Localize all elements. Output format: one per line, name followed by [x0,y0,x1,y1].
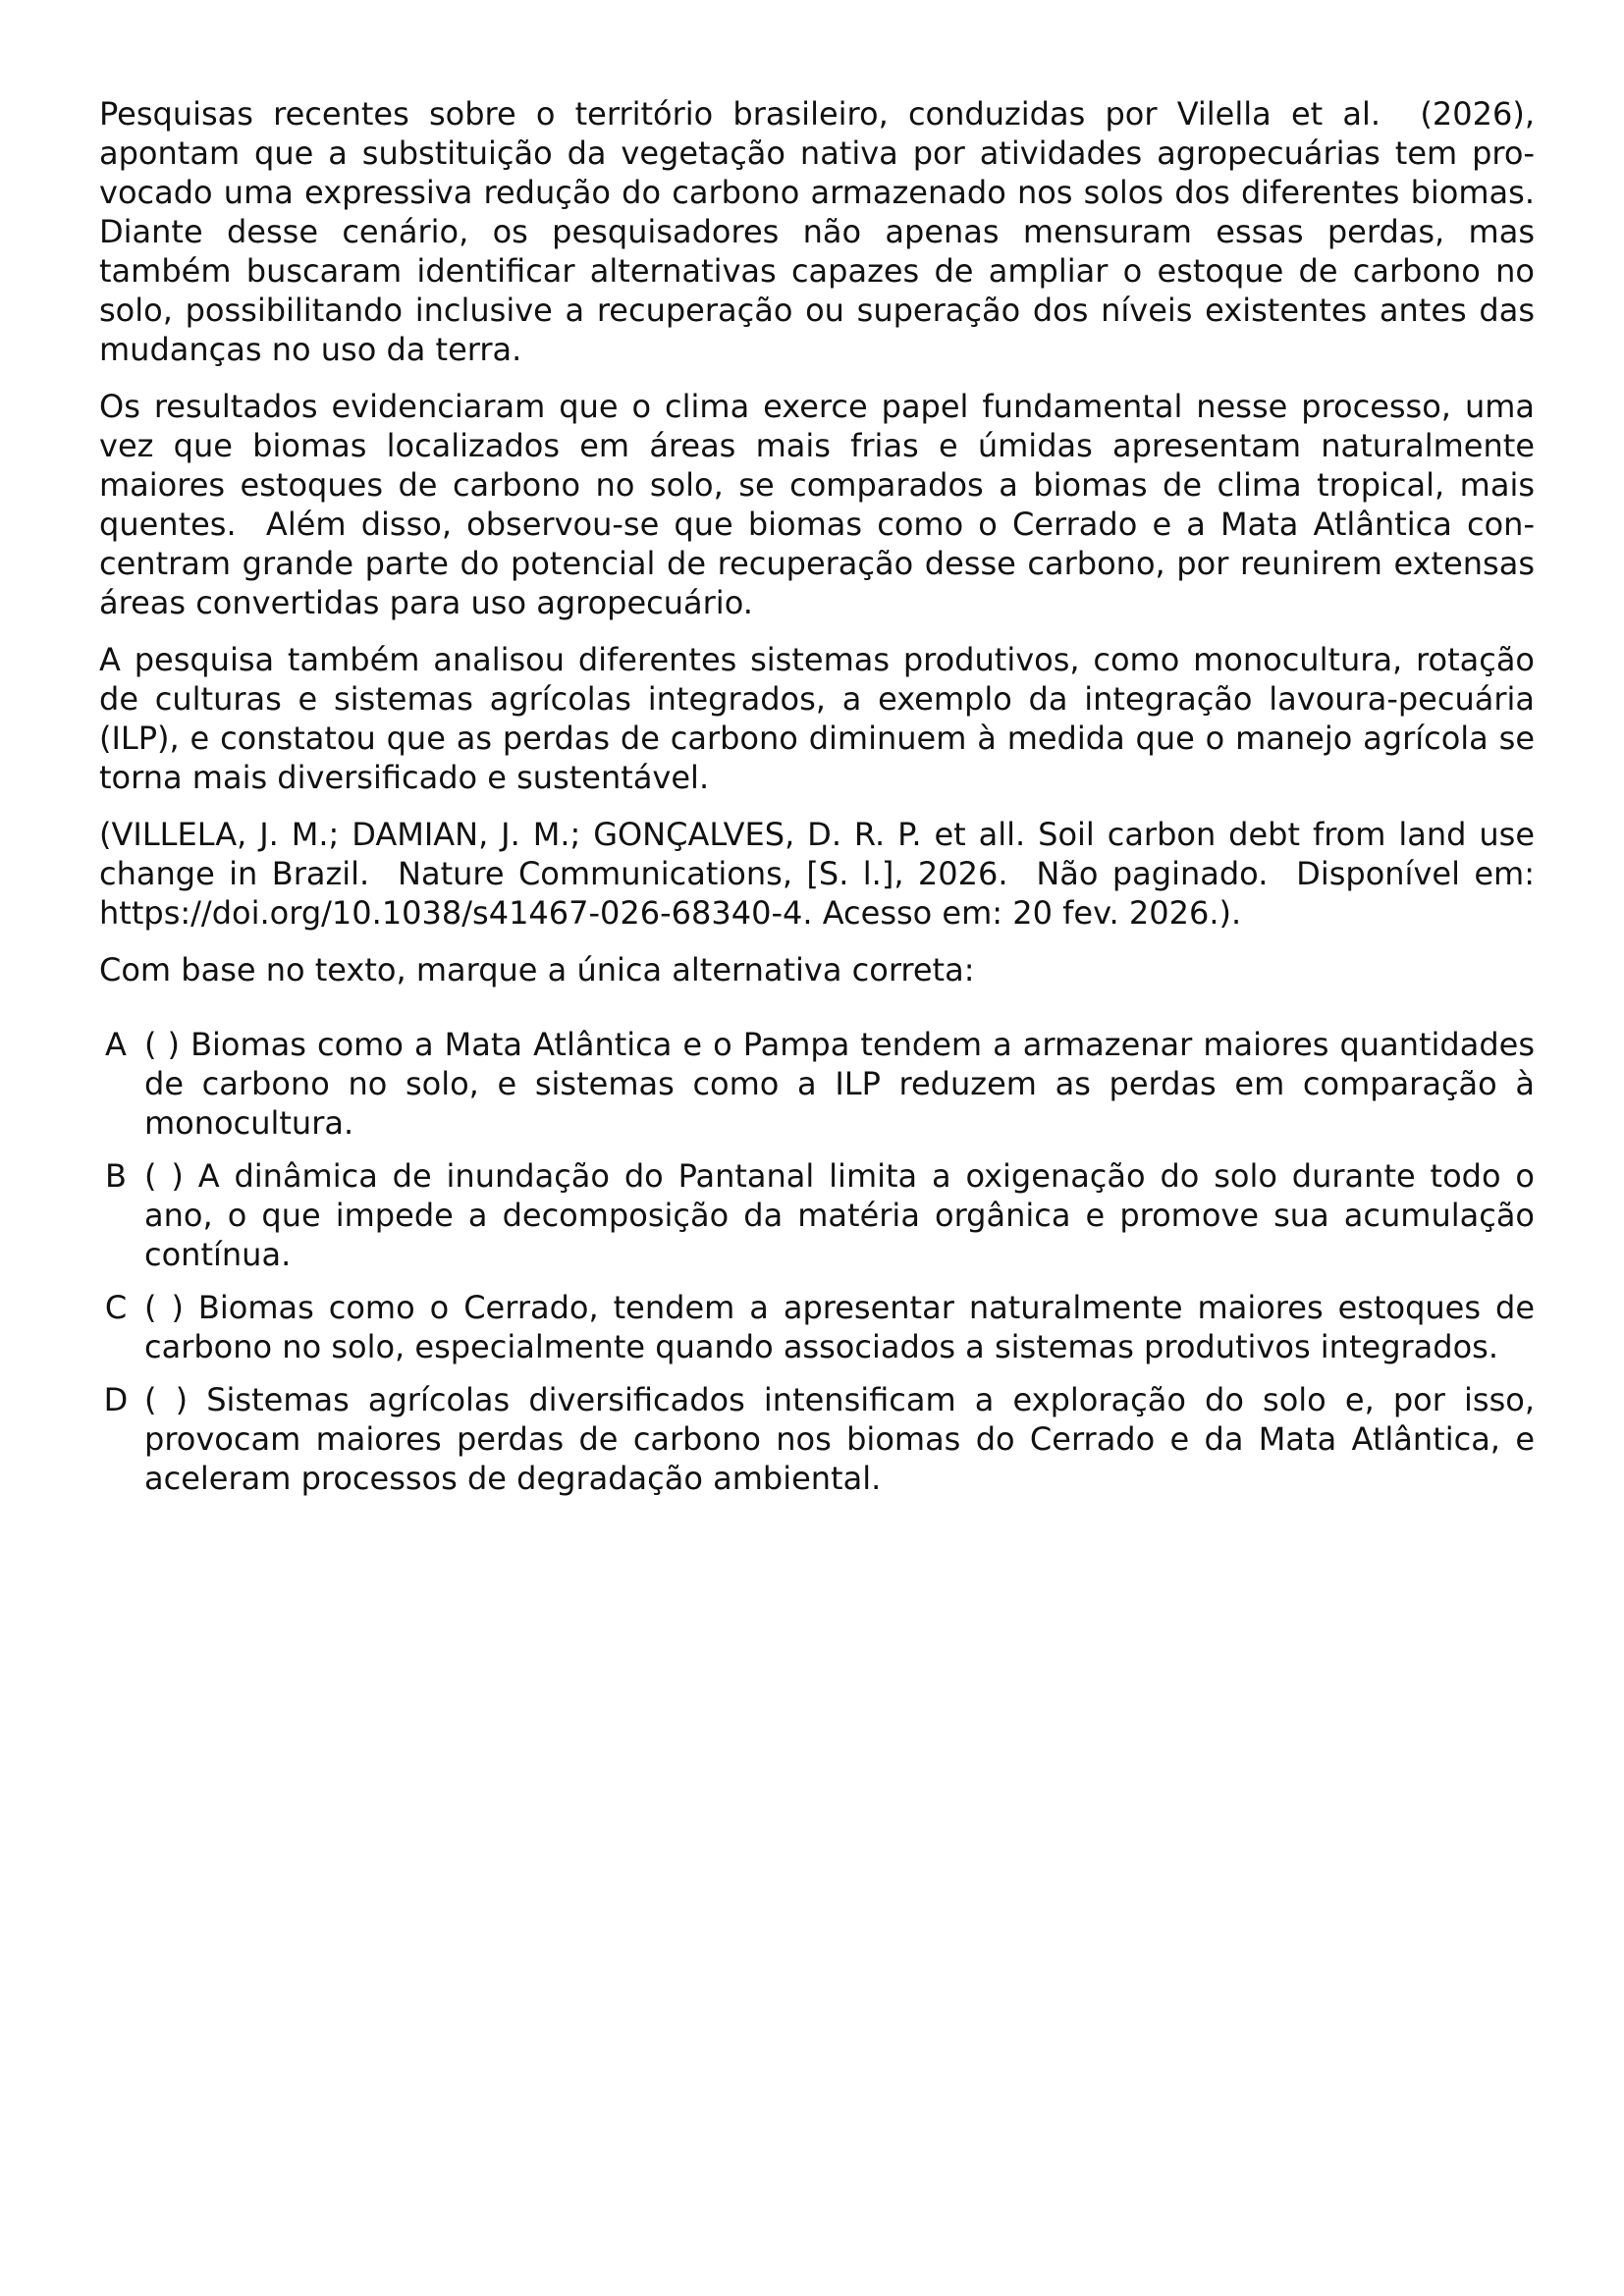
citation: (VILLELA, J. M.; DAMIAN, J. M.; GONÇALVES, D. R. P. et all. Soil carbon debt from land use change in Brazil. Nature Communications, [S. l.], 2026. Não paginado. Disponível em: https://doi.org/10.1038/s41467-026-68340-4. Acesso em: 20 fev. 2026.). [99,816,1535,932]
question-prompt: Com base no texto, marque a única alternativa correta: [99,951,975,988]
answer-option-d[interactable] [99,1380,1535,1498]
answer-option-c[interactable] [99,1288,1535,1366]
option-letter: A [105,1026,127,1063]
option-letter: D [103,1381,129,1418]
answer-option-b[interactable] [99,1156,1535,1274]
paragraph-intro: Pesquisas recentes sobre o território brasileiro, conduzidas por Vilella et al. (2026), apontam que a substituição da vegetação nativa por atividades agropecuárias tem provocado uma expressiva redução do carbono armazenado nos solos dos diferentes biomas. Diante desse cenário, os pesquisadores não apenas mensuram essas perdas, mas também buscaram identificar alternativas capazes de ampliar o estoque de carbono no solo, possibilitando inclusive a recuperação ou superação dos níveis existentes antes das mudanças no uso da terra. [99,95,1535,368]
answer-option-a[interactable] [99,1025,1535,1143]
answer-options [99,1025,1535,1498]
document-page [99,94,1535,1512]
option-text: ( ) Biomas como o Cerrado, tendem a apresentar naturalmente maiores estoques de carbono no solo, especialmente quando associados a sistemas produtivos integrados. [144,1289,1535,1365]
paragraph-results: Os resultados evidenciaram que o clima exerce papel fundamental nesse processo, uma vez que biomas localizados em áreas mais frias e úmidas apresentam naturalmente maiores estoques de carbono no solo, se comparados a biomas de clima tropical, mais quentes. Além disso, observou-se que biomas como o Cerrado e a Mata Atlântica concentram grande parte do potencial de recuperação desse carbono, por reunirem extensas áreas convertidas para uso agropecuário. [99,388,1535,621]
option-letter: B [105,1157,127,1195]
option-letter: C [104,1289,128,1326]
option-text: ( ) Biomas como a Mata Atlântica e o Pampa tendem a armazenar maiores quantidades de carbono no solo, e sistemas como a ILP reduzem as perdas em comparação à monocultura. [144,1026,1535,1142]
paragraph-systems: A pesquisa também analisou diferentes sistemas produtivos, como monocultura, rotação de culturas e sistemas agrícolas integrados, a exemplo da integração lavoura-pecuária (ILP), e constatou que as perdas de carbono diminuem à medida que o manejo agrícola se torna mais diversificado e sustentável. [99,641,1535,796]
option-text: ( ) A dinâmica de inundação do Pantanal limita a oxigenação do solo durante todo o ano, o que impede a decomposição da matéria orgânica e promove sua acumulação contínua. [144,1157,1535,1273]
option-text: ( ) Sistemas agrícolas diversificados intensificam a exploração do solo e, por isso, provocam maiores perdas de carbono nos biomas do Cerrado e da Mata Atlântica, e aceleram processos de degradação ambiental. [144,1381,1535,1497]
